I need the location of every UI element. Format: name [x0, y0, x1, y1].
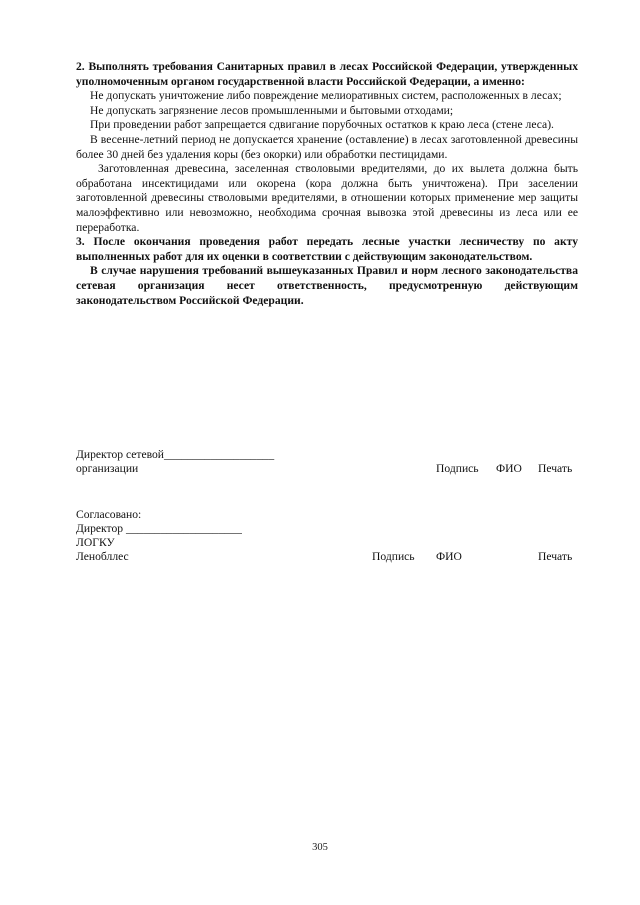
- agreed-label: Согласовано:: [76, 508, 142, 521]
- signature2-fio: ФИО: [436, 550, 462, 563]
- paragraph-liability: В случае нарушения требований вышеуказанных Правил и норм лесного законодательства сетевая организация несет ответственность, предусмотренную действующим законодательством Российской Федерации.: [76, 264, 578, 307]
- director-line: Директор ____________________: [76, 522, 242, 535]
- signature2-podpis: Подпись: [372, 550, 415, 563]
- document-body: [76, 60, 578, 308]
- paragraph-residues: При проведении работ запрещается сдвигание порубочных остатков к краю леса (стене леса).: [90, 118, 554, 132]
- paragraph-pests: Заготовленная древесина, заселенная стволовыми вредителями, до их вылета должна быть обработана инсектицидами или окорена (кора должна быть уничтожена). При заселении заготовленной древесины стволовыми вредителями, в отношении которых применение мер защиты малоэффективно или невозможно, необходима срочная вывозка этой древесины из леса или ее переработка.: [76, 162, 578, 234]
- org-logku: ЛОГКУ: [76, 536, 115, 549]
- signature1-podpis: Подпись: [436, 462, 479, 475]
- paragraph-pollution: Не допускать загрязнение лесов промышленными и бытовыми отходами;: [90, 103, 454, 117]
- paragraph-storage: В весенне-летний период не допускается хранение (оставление) в лесах заготовленной древесины более 30 дней без удаления коры (без окорки) или обработки пестицидами.: [76, 132, 578, 161]
- signature1-fio: ФИО: [496, 462, 522, 475]
- org-lenobles: Ленобллес: [76, 550, 129, 563]
- paragraph-melioration: Не допускать уничтожение либо повреждение мелиоративных систем, расположенных в лесах;: [90, 89, 562, 103]
- page-number: 305: [312, 842, 328, 853]
- section-3: 3. После окончания проведения работ передать лесные участки лесничеству по акту выполненных работ для их оценки в соответствии с действующим законодательством.: [76, 235, 578, 263]
- signature1-pechat: Печать: [538, 462, 573, 475]
- section-2-heading: 2. Выполнять требования Санитарных правил в лесах Российской Федерации, утвержденных уполномоченным органом государственной власти Российской Федерации, а именно:: [76, 60, 578, 88]
- signature2-pechat: Печать: [538, 550, 573, 563]
- signature-org-label: организации: [76, 462, 139, 475]
- signature-director-line: Директор сетевой___________________: [76, 448, 275, 461]
